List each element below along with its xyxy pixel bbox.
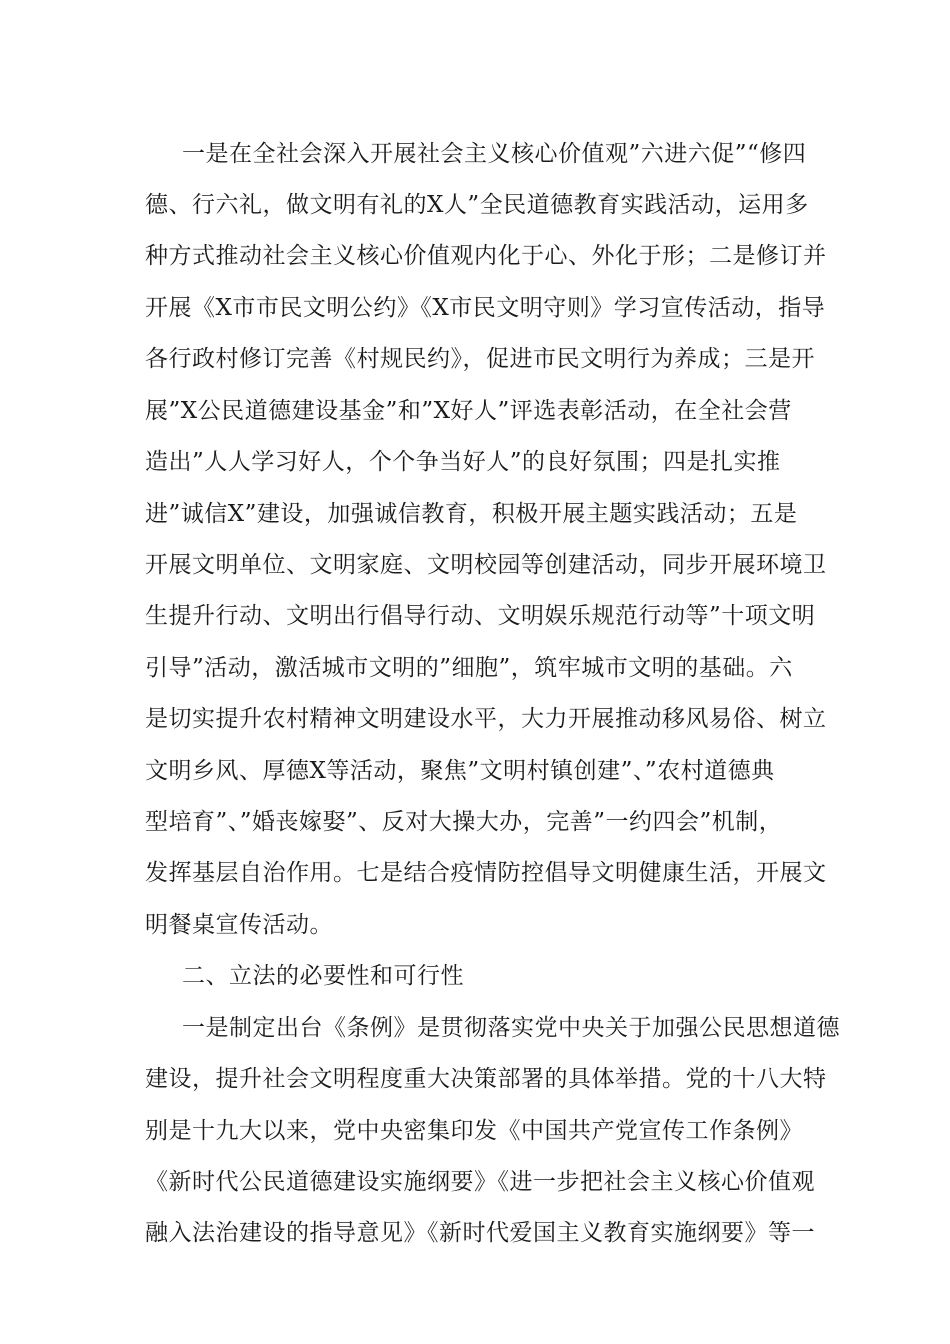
paragraph-line: 明餐桌宣传活动。 (145, 912, 333, 938)
paragraph-line: 文明乡风、厚德X等活动，聚焦”文明村镇创建”、”农村道德典 (145, 758, 775, 784)
paragraph-line: 造出”人人学习好人，个个争当好人”的良好氛围；四是扎实推 (145, 449, 781, 475)
paragraph-line: 建设，提升社会文明程度重大决策部署的具体举措。党的十八大特 (145, 1066, 827, 1092)
paragraph-line: 一是在全社会深入开展社会主义核心价值观”六进六促”“修四 (182, 141, 807, 167)
paragraph-line: 生提升行动、文明出行倡导行动、文明娱乐规范行动等”十项文明 (145, 603, 816, 629)
paragraph-line: 是切实提升农村精神文明建设水平，大力开展推动移风易俗、树立 (145, 706, 827, 732)
paragraph-line: 展”X公民道德建设基金”和”X好人”评选表彰活动，在全社会营 (145, 398, 792, 424)
paragraph-line: 别是十九大以来，党中央密集印发《中国共产党宣传工作条例》 (145, 1118, 803, 1144)
paragraph-line: 进”诚信X”建设，加强诚信教育，积极开展主题实践活动；五是 (145, 501, 798, 527)
section-heading: 二、立法的必要性和可行性 (182, 963, 464, 989)
paragraph-line: 开展《X市市民文明公约》《X市民文明守则》学习宣传活动，指导 (145, 295, 826, 321)
paragraph-line: 型培育”、”婚丧嫁娶”、反对大操大办，完善”一约四会”机制， (145, 809, 783, 835)
paragraph-line: 一是制定出台《条例》是贯彻落实党中央关于加强公民思想道德 (182, 1015, 840, 1041)
paragraph-line: 引导”活动，激活城市文明的”细胞”，筑牢城市文明的基础。六 (145, 655, 793, 681)
paragraph-line: 德、行六礼，做文明有礼的X人”全民道德教育实践活动，运用多 (145, 192, 809, 218)
paragraph-line: 《新时代公民道德建设实施纲要》《进一步把社会主义核心价值观 (145, 1169, 815, 1195)
paragraph-line: 种方式推动社会主义核心价值观内化于心、外化于形；二是修订并 (145, 243, 827, 269)
paragraph-line: 开展文明单位、文明家庭、文明校园等创建活动，同步开展环境卫 (145, 552, 827, 578)
paragraph-line: 各行政村修订完善《村规民约》，促进市民文明行为养成；三是开 (145, 346, 815, 372)
paragraph-line: 融入法治建设的指导意见》《新时代爱国主义教育实施纲要》等一 (145, 1220, 815, 1246)
paragraph-line: 发挥基层自治作用。七是结合疫情防控倡导文明健康生活，开展文 (145, 860, 827, 886)
